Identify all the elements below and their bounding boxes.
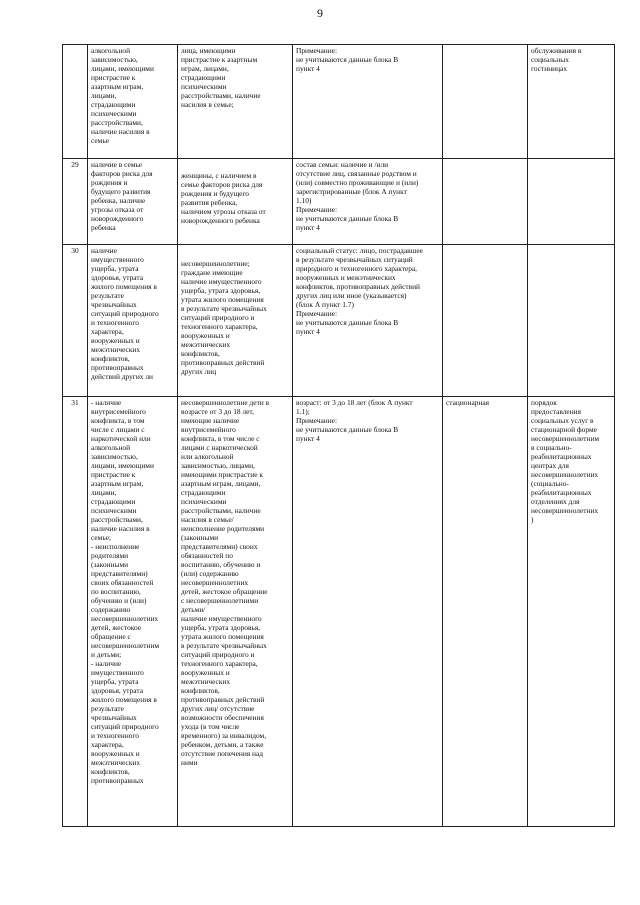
cell-criteria: возраст: от 3 до 18 лет (блок А пункт 1.1); Примечание: не учитываются данные блока В пункт 4 bbox=[293, 397, 443, 827]
table-row bbox=[63, 245, 615, 397]
cell-form: стационарная bbox=[443, 397, 528, 827]
cell-form bbox=[443, 245, 528, 397]
cell-circumstances: наличие имущественного ущерба, утрата здоровья, утрата жилого помещения в результате чрезвычайных ситуаций природного и техногенного характера, вооруженных и межэтнических конфликтов, противоправных действий других ли bbox=[88, 245, 178, 397]
page-number: 9 bbox=[317, 6, 323, 20]
row-number bbox=[63, 45, 88, 159]
cell-circumstances: наличие в семье факторов риска для рождения и будущего развития ребенка, наличие угрозы отказа от новорожденного ребенка bbox=[88, 159, 178, 245]
cell-form bbox=[443, 159, 528, 245]
services-table bbox=[62, 44, 615, 827]
row-number: 30 bbox=[63, 245, 88, 397]
cell-procedure: порядок предоставления социальных услуг в стационарной форме несовершеннолетним в социально- реабилитационных центрах для несовершеннолетних (социально- реабилитационных отделениях для несовершеннолетних ) bbox=[528, 397, 615, 827]
cell-procedure: обслуживания в социальных гостиницах bbox=[528, 45, 615, 159]
cell-recipients: несовершеннолетние; граждане имеющие наличие имущественного ущерба, утрата здоровья, утрата жилого помещения в результате чрезвычайных ситуаций природного и техногенного характера, вооруженных и межэтнических конфликтов, противоправных действий других лиц bbox=[178, 245, 293, 397]
cell-recipients: несовершеннолетние дети в возрасте от 3 до 18 лет, имеющие наличие внутрисемейного конфликта, в том числе с лицами с наркотической или алкогольной зависимостью, лицами, имеющими пристрастие к азартным играм, лицами, страдающими психическими расстройствами, наличие насилия в семье/ неисполнение родителями (законными представителями) своих обязанностей по воспитанию, обучению и (или) содержанию несовершеннолетних детей, жестокое обращение с несовершеннолетними детьми/ наличие имущественного ущерба, утрата здоровья, утрата жилого помещения в результате чрезвычайных ситуаций природного и техногенного характера, вооруженных и межэтнических конфликтов, противоправных действий других лиц/ отсутствие возможности обеспечения ухода (в том числе временного) за инвалидом, ребенком, детьми, а также отсутствие попечения над ними bbox=[178, 397, 293, 827]
row-number: 29 bbox=[63, 159, 88, 245]
table-row bbox=[63, 159, 615, 245]
cell-circumstances: - наличие внутрисемейного конфликта, в том числе с лицами с наркотической или алкогольной зависимостью, лицами, имеющими пристрастие к азартным играм, лицами, страдающими психическими расстройствами, наличие насилия в семье; - неисполнение родителями (законными представителями) своих обязанностей по воспитанию, обучению и (или) содержанию несовершеннолетних детей, жестокое обращение с несовершеннолетним и детьми; - наличие имущественного ущерба, утрата здоровья, утрата жилого помещения в результате чрезвычайных ситуаций природного и техногенного характера, вооруженных и межэтнических конфликтов, противоправных bbox=[88, 397, 178, 827]
cell-criteria: Примечание: не учитываются данные блока В пункт 4 bbox=[293, 45, 443, 159]
cell-criteria: социальный статус: лицо, пострадавшее в результате чрезвычайных ситуаций природного и техногенного характера, вооруженных и межэтнических конфликтов, противоправных действий других лиц или иное (указывается) (блок А пункт 1.7) Примечание: не учитываются данные блока В пункт 4 bbox=[293, 245, 443, 397]
table-row bbox=[63, 45, 615, 159]
cell-procedure bbox=[528, 245, 615, 397]
cell-procedure bbox=[528, 159, 615, 245]
table-row bbox=[63, 397, 615, 827]
cell-criteria: состав семьи: наличие и /или отсутствие лиц, связанные родством и (или) совместно проживающие и (или) зарегистрированные (блок А пункт 1.10) Примечание: не учитываются данные блока В пункт 4 bbox=[293, 159, 443, 245]
cell-recipients: женщины, с наличием в семье факторов риска для рождения и будущего развития ребенка, наличием угрозы отказа от новорожденного ребенка bbox=[178, 159, 293, 245]
cell-circumstances: алкогольной зависимостью, лицами, имеющими пристрастие к азартным играм, лицами, страдающими психическими расстройствами, наличие насилия в семье bbox=[88, 45, 178, 159]
cell-form bbox=[443, 45, 528, 159]
cell-recipients: лица, имеющими пристрастие к азартным играм, лицами, страдающими психическими расстройствами, наличие насилия в семье; bbox=[178, 45, 293, 159]
row-number: 31 bbox=[63, 397, 88, 827]
